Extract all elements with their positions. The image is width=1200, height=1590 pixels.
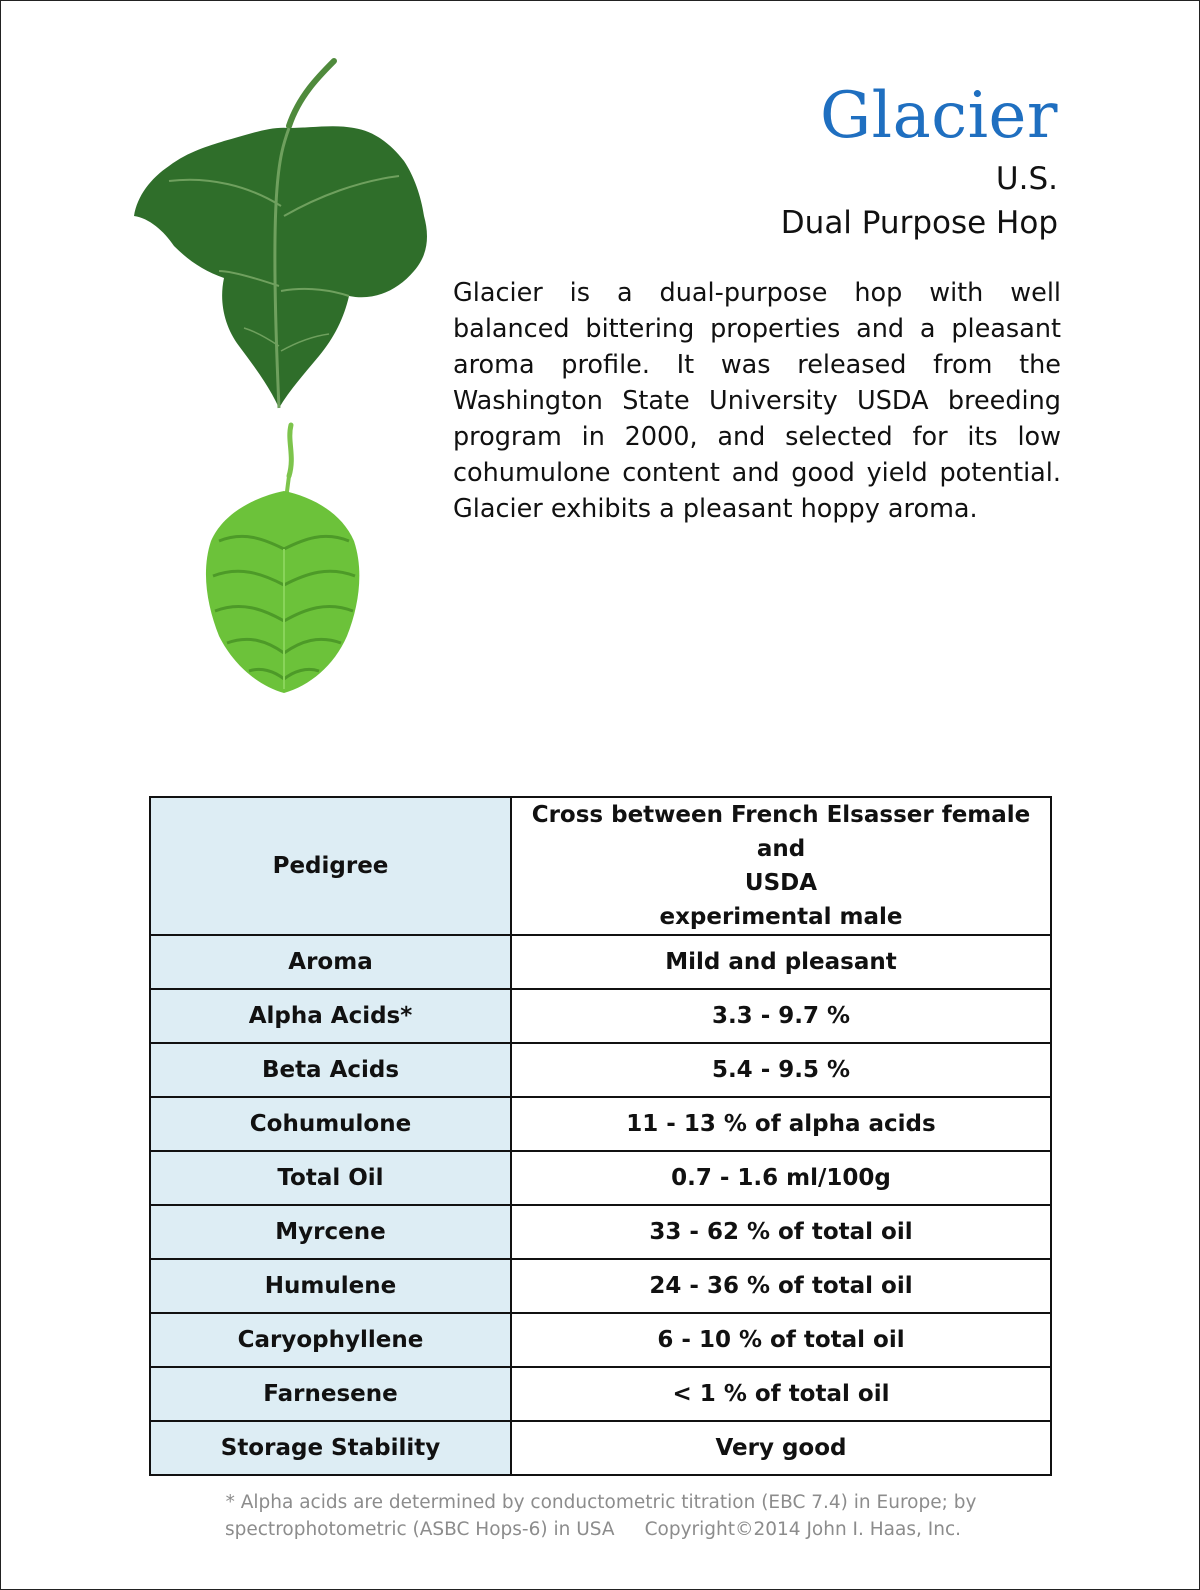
row-label: Storage Stability	[150, 1421, 511, 1475]
copyright-notice: Copyright©2014 John I. Haas, Inc.	[644, 1519, 961, 1540]
row-value: Mild and pleasant	[511, 935, 1051, 989]
row-label: Farnesene	[150, 1367, 511, 1421]
table-row	[150, 1421, 1051, 1475]
row-value: 5.4 - 9.5 %	[511, 1043, 1051, 1097]
footnote-line-2	[151, 1516, 1051, 1543]
row-label: Alpha Acids*	[150, 989, 511, 1043]
row-value: 0.7 - 1.6 ml/100g	[511, 1151, 1051, 1205]
table-row	[150, 989, 1051, 1043]
row-value: < 1 % of total oil	[511, 1367, 1051, 1421]
hop-name-title: Glacier	[819, 79, 1058, 153]
row-value-line: USDA	[744, 870, 818, 896]
table-row	[150, 1259, 1051, 1313]
row-value: 3.3 - 9.7 %	[511, 989, 1051, 1043]
table-row	[150, 1367, 1051, 1421]
hop-illustration	[129, 56, 449, 716]
row-value	[511, 797, 1051, 935]
row-value: 6 - 10 % of total oil	[511, 1313, 1051, 1367]
hop-description: Glacier is a dual-purpose hop with well balanced bittering properties and a pleasant aroma profile. It was released from the Washington State University USDA breeding program in 2000, and selected for its low cohumulone content and good yield potential. Glacier exhibits a pleasant hoppy aroma.	[453, 278, 1061, 524]
table-row	[150, 1097, 1051, 1151]
row-label: Cohumulone	[150, 1097, 511, 1151]
row-label: Caryophyllene	[150, 1313, 511, 1367]
row-label: Aroma	[150, 935, 511, 989]
row-value: 33 - 62 % of total oil	[511, 1205, 1051, 1259]
footnote	[151, 1489, 1051, 1543]
hop-origin: U.S.	[995, 161, 1058, 197]
footnote-method: spectrophotometric (ASBC Hops-6) in USA	[225, 1519, 615, 1540]
row-value: Very good	[511, 1421, 1051, 1475]
row-value: 24 - 36 % of total oil	[511, 1259, 1051, 1313]
table-row	[150, 1205, 1051, 1259]
table-row	[150, 797, 1051, 935]
row-label: Humulene	[150, 1259, 511, 1313]
row-label: Total Oil	[150, 1151, 511, 1205]
row-value-line: experimental male	[659, 904, 903, 930]
table-row	[150, 1151, 1051, 1205]
hop-type: Dual Purpose Hop	[780, 205, 1058, 241]
hop-spec-table	[149, 796, 1052, 1476]
table-row	[150, 1043, 1051, 1097]
row-label: Myrcene	[150, 1205, 511, 1259]
row-label: Beta Acids	[150, 1043, 511, 1097]
row-value-line: Cross between French Elsasser female and	[531, 802, 1031, 862]
table-row	[150, 1313, 1051, 1367]
hop-leaf-illustration	[129, 56, 449, 421]
hop-cone-illustration	[199, 421, 369, 711]
row-value: 11 - 13 % of alpha acids	[511, 1097, 1051, 1151]
footnote-line-1: * Alpha acids are determined by conductometric titration (EBC 7.4) in Europe; by	[225, 1492, 977, 1513]
row-label: Pedigree	[150, 797, 511, 935]
table-row	[150, 935, 1051, 989]
